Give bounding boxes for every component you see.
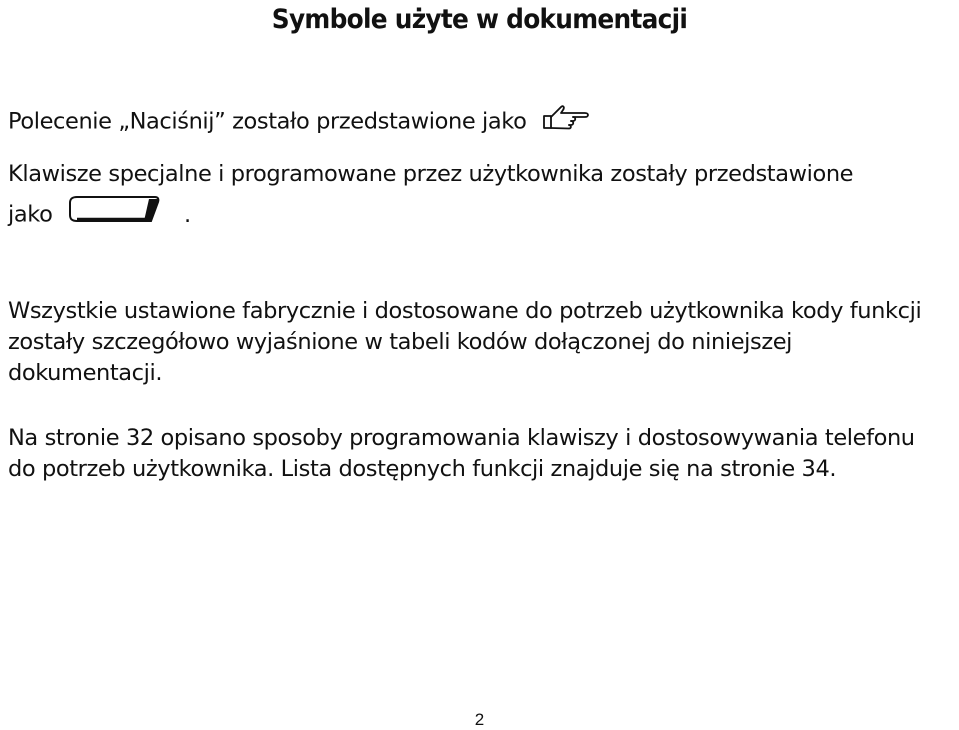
paragraph-line: dokumentacji. xyxy=(8,360,163,386)
page-title: Symbole użyte w dokumentacji xyxy=(271,4,688,35)
paragraph-line: Na stronie 32 opisano sposoby programowania klawiszy i dostosowywania telefonu xyxy=(8,425,915,451)
keys-symbol-line-2 xyxy=(8,199,191,231)
press-symbol-line xyxy=(8,106,593,138)
page-number: 2 xyxy=(474,710,485,729)
keys-symbol-suffix: . xyxy=(183,201,191,228)
key-button-icon xyxy=(67,193,163,231)
paragraph-line: do potrzeb użytkownika. Lista dostępnych funkcji znajduje się na stronie 34. xyxy=(8,456,837,482)
pointing-hand-icon xyxy=(541,102,593,138)
press-symbol-text: Polecenie „Naciśnij” zostało przedstawione jako xyxy=(8,108,527,135)
keys-symbol-prefix: jako xyxy=(8,201,53,228)
factory-codes-paragraph xyxy=(8,296,958,389)
keys-symbol-line-1: Klawisze specjalne i programowane przez użytkownika zostały przedstawione xyxy=(8,161,854,187)
paragraph-line: zostały szczegółowo wyjaśnione w tabeli kodów dołączonej do niniejszej xyxy=(8,329,793,355)
programming-paragraph xyxy=(8,423,958,485)
paragraph-line: Wszystkie ustawione fabrycznie i dostosowane do potrzeb użytkownika kody funkcji xyxy=(8,298,922,324)
